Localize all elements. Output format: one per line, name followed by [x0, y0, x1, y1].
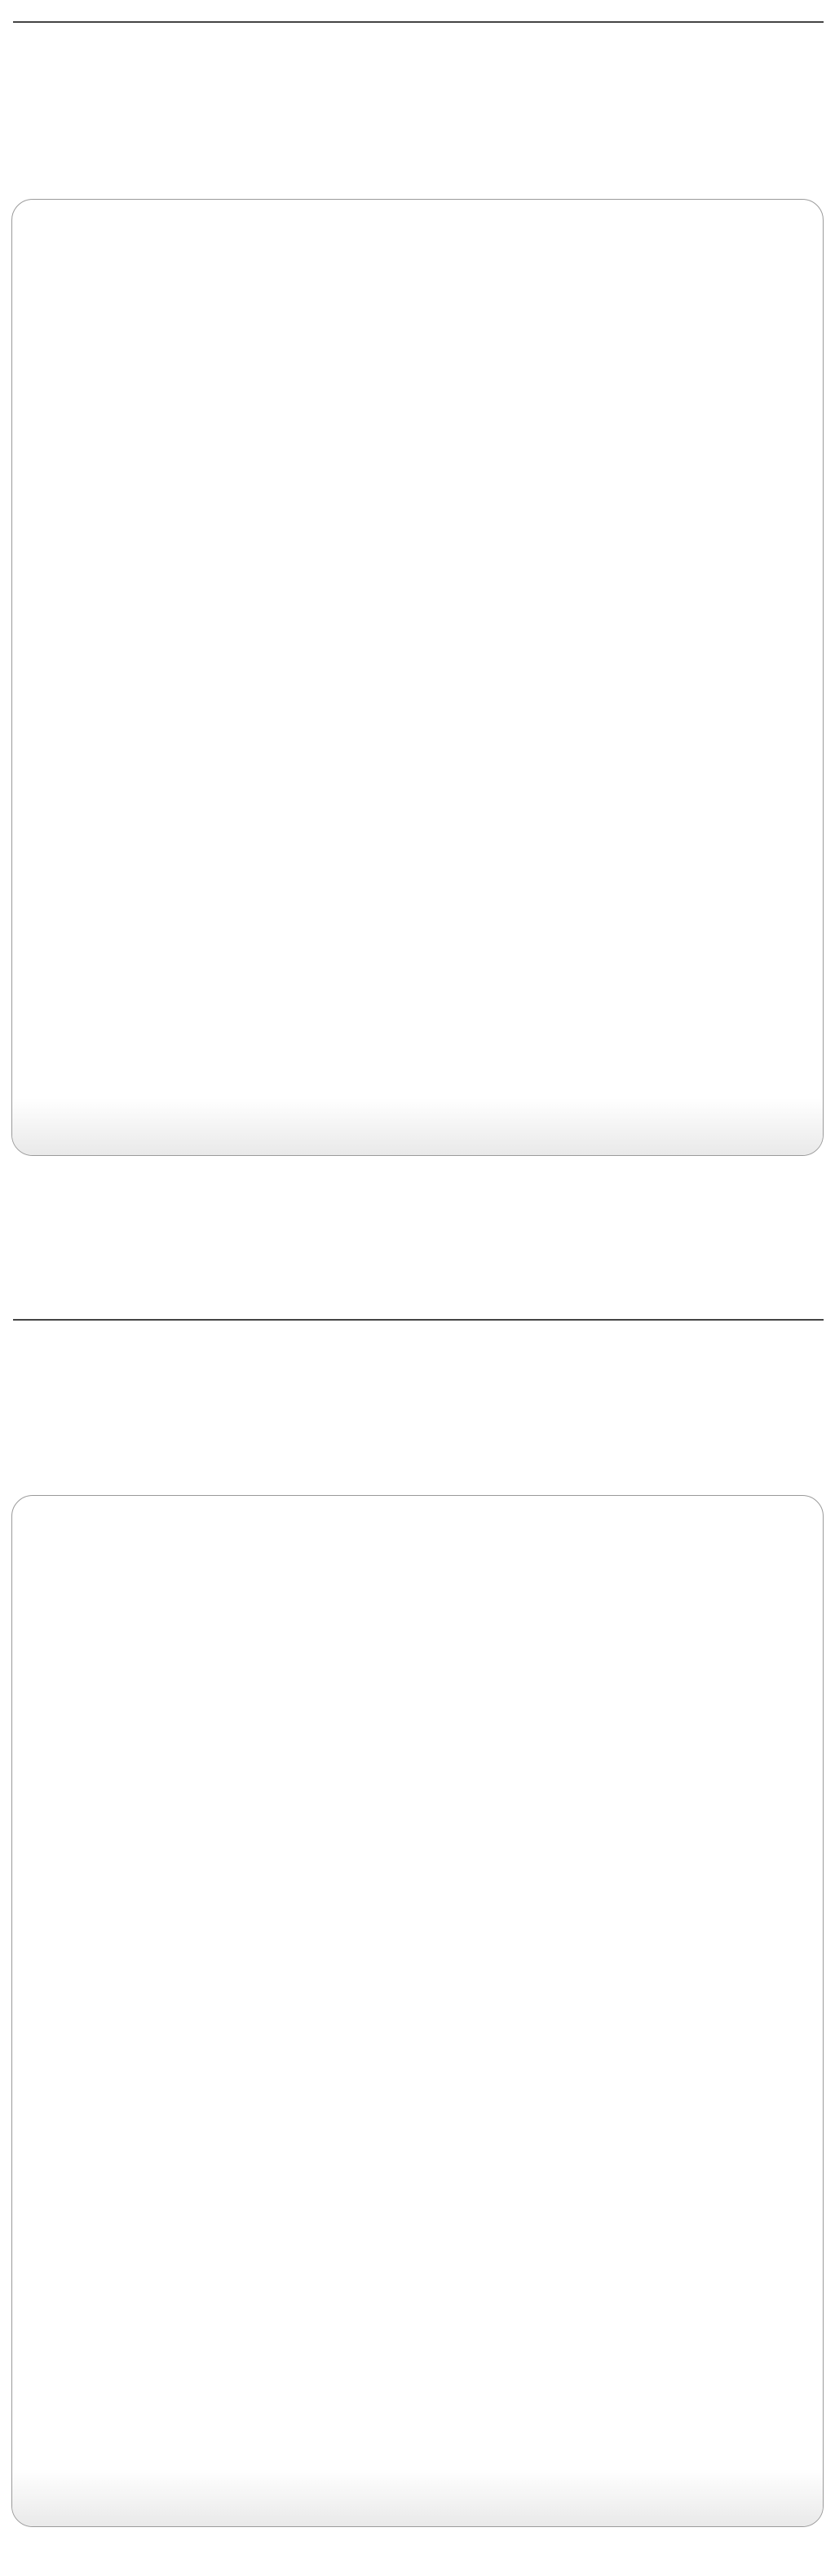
th-capacity-2	[91, 21, 176, 22]
th-thermometer-2	[413, 21, 509, 22]
table-header-row	[13, 21, 824, 22]
spec-table-1	[13, 21, 824, 23]
th-seal-2	[664, 1319, 753, 1320]
th-bottom-2	[254, 21, 321, 22]
th-model-2	[13, 21, 91, 22]
th-price-2	[753, 1319, 824, 1320]
th-capacity-2	[91, 1319, 176, 1320]
th-top-2	[176, 21, 254, 22]
th-approx-2	[509, 1319, 664, 1320]
table-header-row	[13, 1319, 824, 1320]
th-top-2	[176, 1319, 254, 1320]
th-side-2	[321, 21, 413, 22]
th-model-2	[13, 1319, 91, 1320]
diagram-panel-1	[11, 199, 824, 1156]
th-thermometer-2	[413, 1319, 509, 1320]
th-side-2	[321, 1319, 413, 1320]
th-price-2	[753, 21, 824, 22]
spec-table-2	[13, 1319, 824, 1321]
th-bottom-2	[254, 1319, 321, 1320]
th-approx-2	[509, 21, 664, 22]
th-seal-2	[664, 21, 753, 22]
diagram-panel-2	[11, 1495, 824, 2527]
